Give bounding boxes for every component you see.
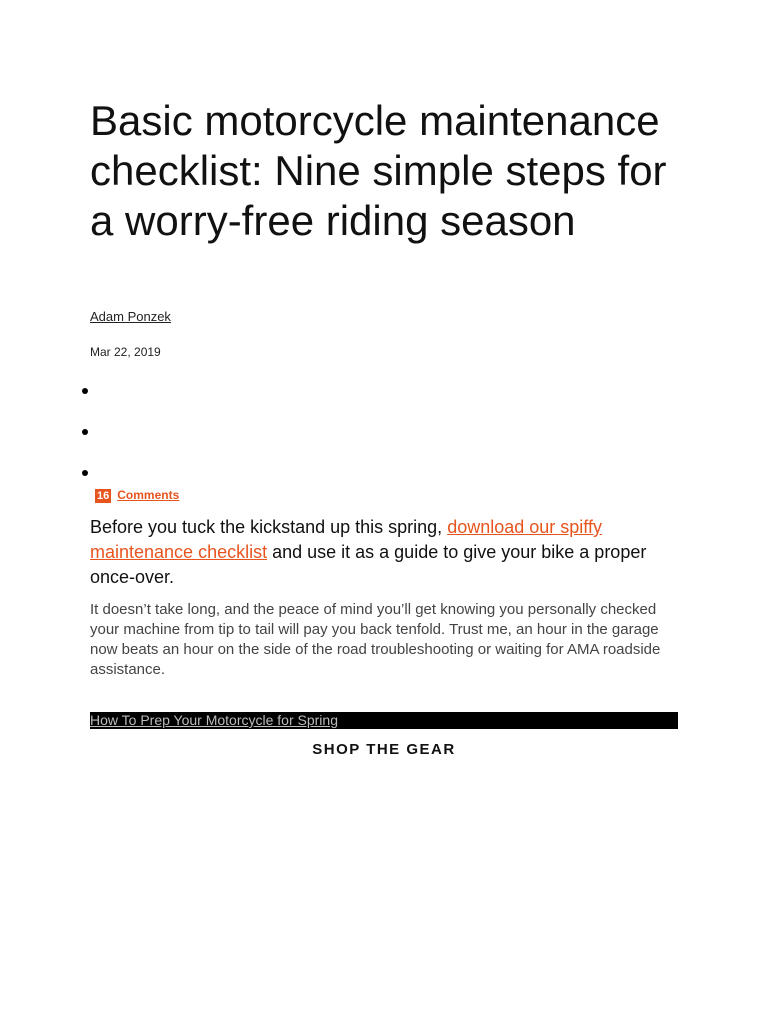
bullet-icon <box>82 470 88 476</box>
lead-text-after: and use it as a guide to give your bike a proper once-over. <box>90 542 647 587</box>
video-title-link[interactable]: How To Prep Your Motorcycle for Spring <box>90 712 338 728</box>
comment-count-badge[interactable]: 16 <box>97 489 110 502</box>
shop-the-gear-heading: SHOP THE GEAR <box>312 741 456 758</box>
bullet-icon <box>82 429 88 435</box>
comments-link[interactable]: Comments <box>117 488 180 502</box>
publish-date: Mar 22, 2019 <box>90 345 161 359</box>
body-paragraph: It doesn’t take long, and the peace of mind you’ll get knowing you personally checked your machine from tip to tail will pay you back tenfold. Trust me, an hour in the garage now beats an hour on the side of the road troubleshooting or waiting for AMA roadside assistance. <box>90 601 661 678</box>
video-embed-bar[interactable] <box>90 712 678 729</box>
author-link[interactable]: Adam Ponzek <box>90 309 171 324</box>
lead-paragraph <box>90 515 680 590</box>
lead-text-before: Before you tuck the kickstand up this spring, <box>90 517 448 537</box>
article-title: Basic motorcycle maintenance checklist: Nine simple steps for a worry-free riding season <box>90 97 667 244</box>
comments-link-group[interactable] <box>95 488 179 503</box>
bullet-icon <box>82 388 88 394</box>
checklist-download-link[interactable]: download our spiffy maintenance checklist <box>90 517 602 562</box>
